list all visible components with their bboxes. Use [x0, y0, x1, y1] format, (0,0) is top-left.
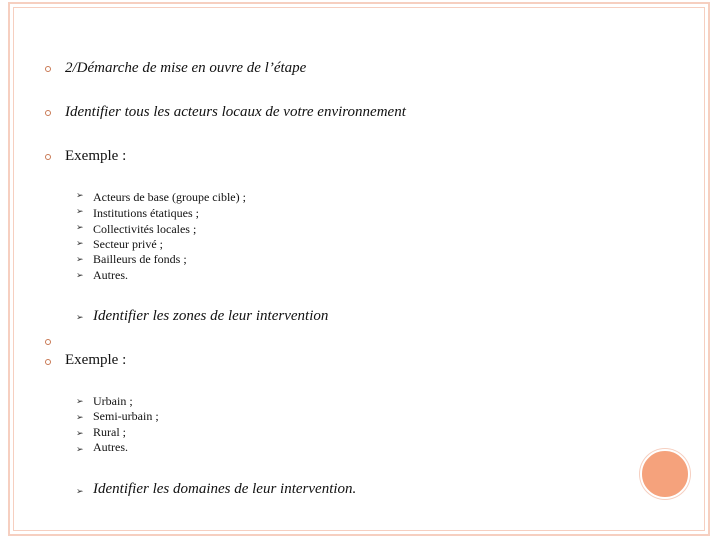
- circle-bullet-icon: [45, 110, 51, 116]
- actor-item: Institutions étatiques ;: [93, 206, 199, 220]
- actor-item: Acteurs de base (groupe cible) ;: [93, 190, 246, 204]
- arrow-bullet-icon: ➢: [76, 429, 84, 439]
- arrow-bullet-icon: ➢: [76, 445, 84, 455]
- zone-item: Urbain ;: [93, 394, 133, 408]
- example1-label: Exemple :: [65, 148, 127, 164]
- example2-label: Exemple :: [65, 352, 127, 368]
- identify-actors-text: Identifier tous les acteurs locaux de votre environnement: [65, 104, 406, 120]
- slide-heading: 2/Démarche de mise en ouvre de l’étape: [65, 60, 307, 76]
- arrow-bullet-icon: ➢: [76, 223, 84, 233]
- actor-item: Collectivités locales ;: [93, 222, 197, 236]
- circle-bullet-icon: [45, 154, 51, 160]
- arrow-bullet-icon: ➢: [76, 313, 84, 323]
- arrow-bullet-icon: ➢: [76, 271, 84, 281]
- actor-item: Bailleurs de fonds ;: [93, 252, 187, 266]
- circle-bullet-icon: [45, 339, 51, 345]
- zone-item: Rural ;: [93, 425, 126, 439]
- arrow-bullet-icon: ➢: [76, 487, 84, 497]
- circle-bullet-icon: [45, 66, 51, 72]
- decor-circle: [640, 449, 690, 499]
- circle-bullet-icon: [45, 359, 51, 365]
- identify-zones-text: Identifier les zones de leur intervention: [93, 308, 329, 324]
- arrow-bullet-icon: ➢: [76, 397, 84, 407]
- actor-item: Secteur privé ;: [93, 237, 163, 251]
- actor-item: Autres.: [93, 268, 128, 282]
- arrow-bullet-icon: ➢: [76, 239, 84, 249]
- identify-domains-text: Identifier les domaines de leur intervention.: [93, 481, 357, 497]
- arrow-bullet-icon: ➢: [76, 255, 84, 265]
- zone-item: Semi-urbain ;: [93, 409, 159, 423]
- arrow-bullet-icon: ➢: [76, 191, 84, 201]
- arrow-bullet-icon: ➢: [76, 413, 84, 423]
- arrow-bullet-icon: ➢: [76, 207, 84, 217]
- zone-item: Autres.: [93, 440, 128, 454]
